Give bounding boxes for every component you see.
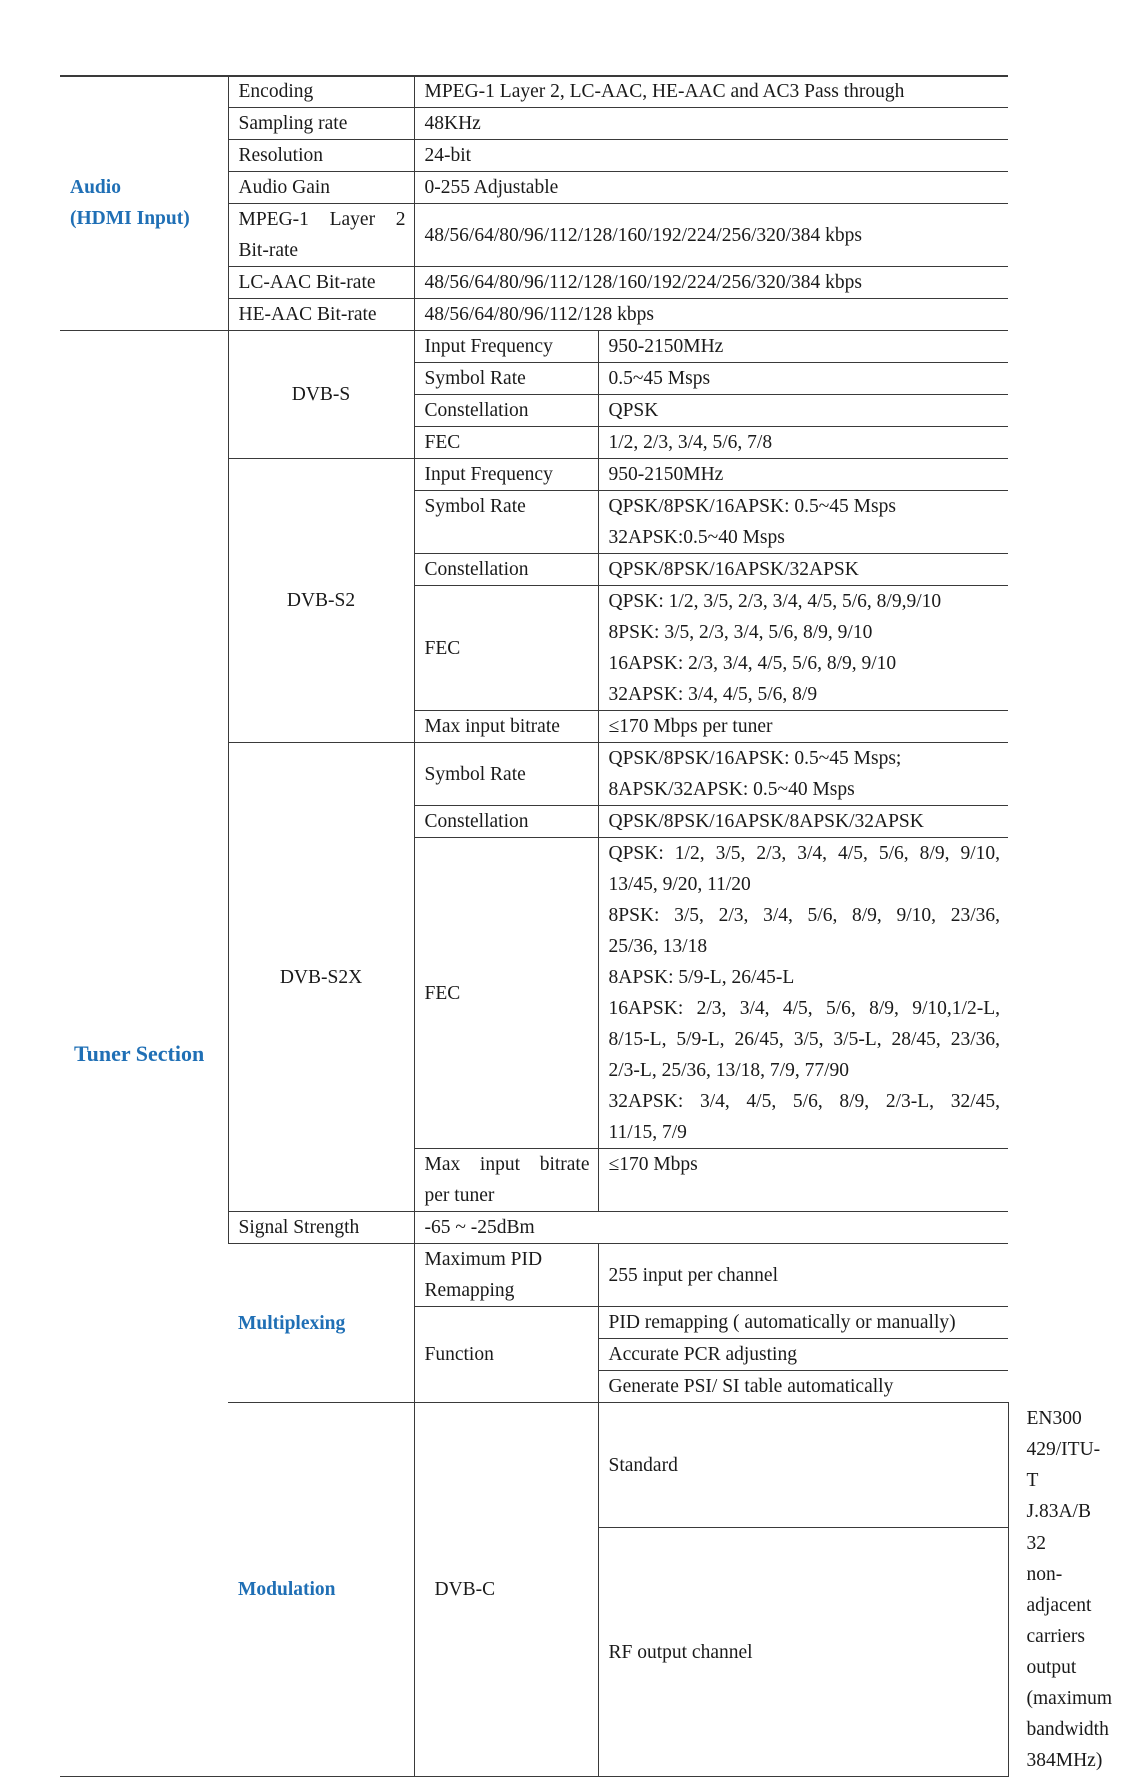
param-cell bbox=[414, 1149, 598, 1212]
param-cell: Max input bitrate bbox=[414, 711, 598, 743]
value-line: 32APSK:0.5~40 Msps bbox=[608, 527, 785, 548]
standard-dvbs: DVB-S bbox=[228, 331, 414, 459]
category-modulation: Modulation bbox=[228, 1403, 414, 1777]
table-row bbox=[60, 76, 1008, 108]
table-row: Modulation DVB-C Standard EN300 429/ITU-T J.83A/B bbox=[60, 1403, 1008, 1528]
value-line: QPSK/8PSK/16APSK: 0.5~45 Msps; bbox=[608, 748, 902, 769]
param-cell: Constellation bbox=[414, 395, 598, 427]
value-line: 16APSK: 2/3, 3/4, 4/5, 5/6, 8/9, 9/10,1/2-L, bbox=[608, 998, 1001, 1019]
param-line: Remapping bbox=[424, 1280, 515, 1301]
param-cell: FEC bbox=[414, 838, 598, 1149]
value-line: 8PSK: 3/5, 2/3, 3/4, 5/6, 8/9, 9/10 bbox=[608, 622, 873, 643]
value-cell: 0-255 Adjustable bbox=[414, 172, 1008, 204]
value-cell: 0.5~45 Msps bbox=[598, 363, 1008, 395]
param-cell: Resolution bbox=[228, 140, 414, 172]
param-cell: FEC bbox=[414, 586, 598, 711]
category-audio bbox=[60, 76, 228, 331]
param-cell: Constellation bbox=[414, 554, 598, 586]
value-line: 8APSK/32APSK: 0.5~40 Msps bbox=[608, 779, 855, 800]
value-cell: MPEG-1 Layer 2, LC-AAC, HE-AAC and AC3 Pass through bbox=[414, 76, 1008, 108]
value-cell: QPSK/8PSK/16APSK/32APSK bbox=[598, 554, 1008, 586]
param-cell: Signal Strength bbox=[228, 1212, 414, 1244]
value-cell: Accurate PCR adjusting bbox=[598, 1339, 1008, 1371]
value-cell: 48/56/64/80/96/112/128/160/192/224/256/320/384 kbps bbox=[414, 267, 1008, 299]
value-line: 32APSK: 3/4, 4/5, 5/6, 8/9, 2/3-L, 32/45, bbox=[608, 1091, 1001, 1112]
param-cell bbox=[414, 1244, 598, 1307]
param-line: MPEG-1 Layer 2 bbox=[238, 209, 406, 230]
table-row bbox=[60, 331, 1008, 363]
value-cell: ≤170 Mbps bbox=[598, 1149, 1008, 1212]
value-line: 8APSK: 5/9-L, 26/45-L bbox=[608, 967, 795, 988]
param-cell: FEC bbox=[414, 427, 598, 459]
table-row: RF output channel 32 non-adjacent carriers output (maximum bandwidth 384MHz) bbox=[60, 1528, 1008, 1777]
category-multiplexing: Multiplexing bbox=[228, 1244, 414, 1403]
value-line: 13/45, 9/20, 11/20 bbox=[608, 874, 751, 895]
value-line: QPSK: 1/2, 3/5, 2/3, 3/4, 4/5, 5/6, 8/9,9/10 bbox=[608, 591, 942, 612]
param-cell: Function bbox=[414, 1307, 598, 1403]
param-cell: Audio Gain bbox=[228, 172, 414, 204]
param-cell: Symbol Rate bbox=[414, 363, 598, 395]
value-line: 11/15, 7/9 bbox=[608, 1122, 687, 1143]
param-cell: Standard bbox=[598, 1403, 1008, 1528]
param-cell: Constellation bbox=[414, 806, 598, 838]
param-cell: LC-AAC Bit-rate bbox=[228, 267, 414, 299]
value-line: 8PSK: 3/5, 2/3, 3/4, 5/6, 8/9, 9/10, 23/36, bbox=[608, 905, 1001, 926]
value-cell: QPSK/8PSK/16APSK/8APSK/32APSK bbox=[598, 806, 1008, 838]
value-cell: 48/56/64/80/96/112/128/160/192/224/256/320/384 kbps bbox=[414, 204, 1008, 267]
param-cell: Sampling rate bbox=[228, 108, 414, 140]
value-cell: QPSK bbox=[598, 395, 1008, 427]
value-line: 2/3-L, 25/36, 13/18, 7/9, 77/90 bbox=[608, 1060, 849, 1081]
value-cell bbox=[598, 491, 1008, 554]
value-cell bbox=[598, 586, 1008, 711]
value-cell: Generate PSI/ SI table automatically bbox=[598, 1371, 1008, 1403]
param-cell: HE-AAC Bit-rate bbox=[228, 299, 414, 331]
param-line: Bit-rate bbox=[238, 240, 299, 261]
param-cell: Input Frequency bbox=[414, 459, 598, 491]
value-line: QPSK: 1/2, 3/5, 2/3, 3/4, 4/5, 5/6, 8/9, 9/10, bbox=[608, 843, 1001, 864]
value-line: QPSK/8PSK/16APSK: 0.5~45 Msps bbox=[608, 496, 896, 517]
value-cell: 950-2150MHz bbox=[598, 331, 1008, 363]
param-cell: RF output channel bbox=[598, 1528, 1008, 1777]
param-cell: Symbol Rate bbox=[414, 491, 598, 554]
value-cell: PID remapping ( automatically or manually) bbox=[598, 1307, 1008, 1339]
value-cell bbox=[598, 838, 1008, 1149]
value-cell: ≤170 Mbps per tuner bbox=[598, 711, 1008, 743]
param-line: Max input bitrate bbox=[424, 1154, 590, 1175]
value-line: 25/36, 13/18 bbox=[608, 936, 708, 957]
standard-dvbc: DVB-C bbox=[414, 1403, 598, 1777]
value-cell: 48KHz bbox=[414, 108, 1008, 140]
category-tuner: Tuner Section bbox=[60, 331, 228, 1777]
value-cell: 1/2, 2/3, 3/4, 5/6, 7/8 bbox=[598, 427, 1008, 459]
category-audio-line1: Audio bbox=[70, 177, 121, 198]
value-cell: 255 input per channel bbox=[598, 1244, 1008, 1307]
param-line: Maximum PID bbox=[424, 1249, 543, 1270]
value-cell: 24-bit bbox=[414, 140, 1008, 172]
category-audio-line2: (HDMI Input) bbox=[70, 208, 190, 229]
param-cell: Symbol Rate bbox=[414, 743, 598, 806]
param-cell bbox=[228, 204, 414, 267]
spec-table bbox=[60, 76, 1113, 1777]
value-line: 8/15-L, 5/9-L, 26/45, 3/5, 3/5-L, 28/45, 23/36, bbox=[608, 1029, 1001, 1050]
value-line: 32APSK: 3/4, 4/5, 5/6, 8/9 bbox=[608, 684, 818, 705]
standard-dvbs2: DVB-S2 bbox=[228, 459, 414, 743]
value-cell: 48/56/64/80/96/112/128 kbps bbox=[414, 299, 1008, 331]
param-cell: Encoding bbox=[228, 76, 414, 108]
value-cell bbox=[598, 743, 1008, 806]
param-cell: Input Frequency bbox=[414, 331, 598, 363]
value-line: 16APSK: 2/3, 3/4, 4/5, 5/6, 8/9, 9/10 bbox=[608, 653, 897, 674]
param-line: per tuner bbox=[424, 1185, 495, 1206]
standard-dvbs2x: DVB-S2X bbox=[228, 743, 414, 1212]
value-cell: -65 ~ -25dBm bbox=[414, 1212, 1008, 1244]
value-cell: 950-2150MHz bbox=[598, 459, 1008, 491]
